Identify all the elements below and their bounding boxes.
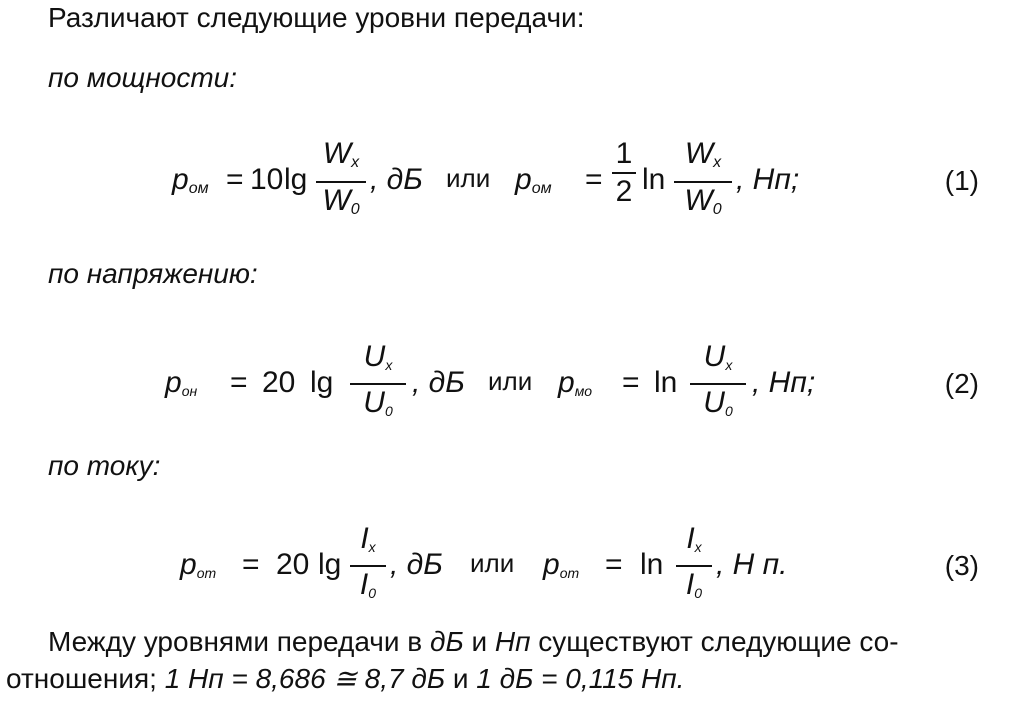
eq3-number: (3) (944, 550, 979, 581)
equation-1 (0, 135, 1009, 225)
intro-text: Различают следующие уровни передачи: (48, 2, 585, 33)
eq3-eq2: = (605, 548, 623, 581)
eq3-fraction-2: $I_x$ $I_0$ (676, 522, 712, 610)
eq3-p2: $p_{от}$ (543, 548, 580, 581)
current-label: по току: (48, 450, 161, 481)
eq2-p: $p_{он}$ (165, 366, 198, 399)
closing-relation-2: 1 дБ = 0,115 Нп. (476, 663, 685, 694)
closing-relation-1: 1 Нп = 8,686 ≅ 8,7 дБ (164, 663, 446, 694)
eq3-unit-np: , Н п. (716, 548, 788, 581)
eq3-coef: 20 (276, 548, 310, 581)
eq3-fraction-1: $I_x$ $I_0$ (350, 522, 386, 610)
eq1-unit-np: , Нп; (736, 163, 800, 196)
eq2-fraction-2: $U_x$ $U_0$ (690, 340, 746, 428)
eq2-coef: 20 (262, 366, 296, 399)
eq3-lg: lg (318, 548, 342, 581)
eq1-fraction-1: $W_x$ $W_0$ (316, 137, 366, 227)
eq1-fraction-2: $W_x$ $W_0$ (674, 137, 732, 227)
eq2-p2: $p_{мо}$ (558, 366, 593, 399)
eq3-p: $p_{от}$ (180, 548, 217, 581)
eq2-number: (2) (944, 368, 979, 399)
closing-line-2: отношения; 1 Нп = 8,686 ≅ 8,7 дБ и 1 дБ = 0,115 Нп. (6, 663, 685, 694)
closing-np: Нп (494, 626, 531, 657)
eq3-ln: ln (640, 548, 664, 581)
eq1-or: или (446, 163, 491, 193)
power-label: по мощности: (48, 62, 238, 93)
eq2-eq: = (230, 366, 248, 399)
eq1-coef: 10 (250, 163, 284, 196)
equation-2 (0, 338, 1009, 428)
eq1-number: (1) (944, 165, 979, 196)
eq1-lg: lg (284, 163, 308, 196)
equation-3 (0, 520, 1009, 610)
eq1-eq2: = (585, 163, 603, 196)
eq2-lg: lg (310, 366, 334, 399)
eq1-unit-db: , дБ (370, 163, 423, 196)
voltage-label: по напряжению: (48, 258, 258, 289)
eq1-half-fraction: 1 2 (612, 137, 636, 209)
eq2-or: или (488, 366, 533, 396)
eq2-fraction-1: $U_x$ $U_0$ (350, 340, 406, 428)
eq1-p2: $p_{ом}$ (515, 163, 552, 197)
closing-db: дБ (429, 626, 464, 657)
eq1-eq: = (226, 163, 244, 196)
eq2-eq2: = (622, 366, 640, 399)
eq2-unit-np: , Нп; (752, 366, 816, 399)
eq3-eq: = (242, 548, 260, 581)
eq2-ln: ln (654, 366, 678, 399)
eq2-unit-db: , дБ (412, 366, 465, 399)
eq1-ln: ln (642, 163, 666, 196)
closing-line-1: Между уровнями передачи в дБ и Нп существуют следующие со- (48, 626, 899, 657)
eq3-or: или (470, 548, 515, 578)
eq3-unit-db: , дБ (390, 548, 443, 581)
eq1-p: $p_{ом}$ (172, 163, 209, 197)
